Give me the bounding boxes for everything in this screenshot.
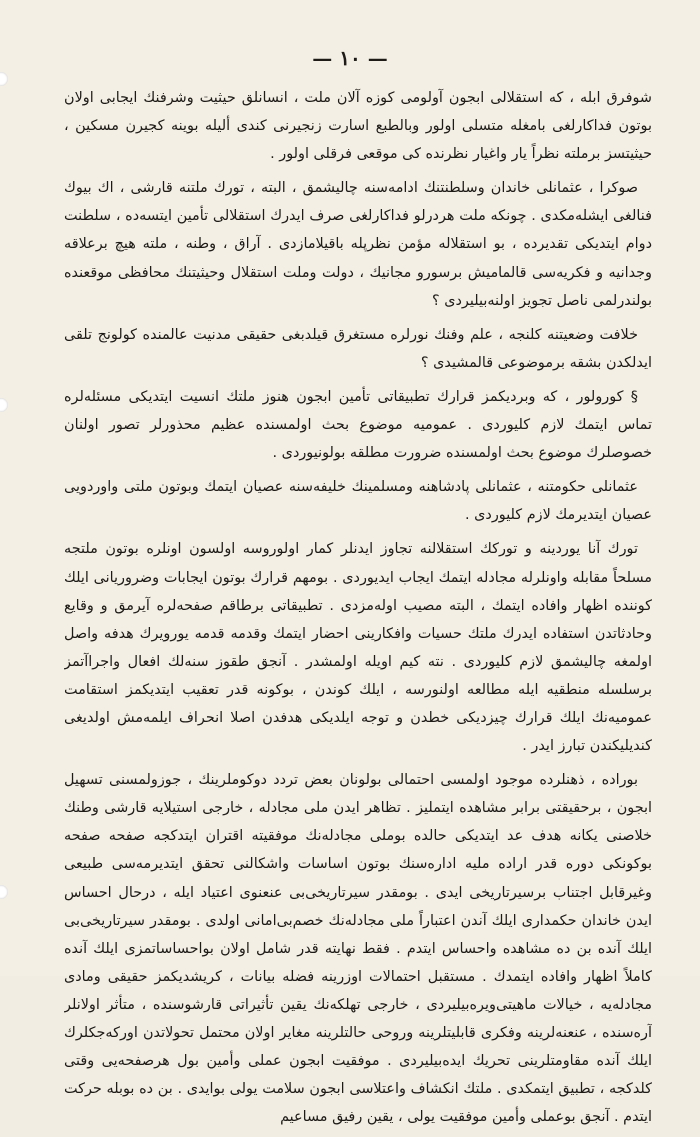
paragraph: § كورولور ، كه وبرديكمز قرارك تطبيقاتی تأمين ابجون هنوز ملتك انسيت ايتديكی مسئله‌لره تماس ايتمك لازم كليوردی . عموميه موضوع بحث اولمسنده عظيم محذورلر تصور اولنان خصوصلرك موضوع بحث اولمسنده ضرورت مطلقه بولونيوردی .: [64, 388, 652, 462]
body-text: [64, 84, 652, 1137]
punch-hole: [0, 885, 8, 899]
paragraph: شوفرق ابله ، كه استقلالی ابجون آولومی كوزه آلان ملت ، انسانلق حيثيت وشرفنك ايجابی اولان بوتون فداكارلغی بامغله متسلی اولور وبالطبع اسارت زنجيرنی كندی أليله بوينه كجيرن مسكين ، حيثيتسز برملته نظراً يار واغيار نظرنده كی موقعی فرقلی اولور .: [64, 90, 652, 163]
paragraph: تورك آنا يوردينه و توركك استقلالنه تجاوز ايدنلر كمار اولوروسه اولسون اونلره بوتون ملتجه مسلحاً مقابله واونلرله مجادله ايتمك ايجاب ايديوردی . بومهم قرارك بوتون ايجابات وضروريانی ايلك كوننده اظهار وافاده ايتمك ، البته مصيب اوله‌مزدی . تطبيقاتی برطاقم صفحه‌لره آيرمق و وقايع وحادثاتدن استفاده ايدرك ملتك حسيات وافكارينی احضار ايتمك وقدمه قدمه يورويرك هدفه واصل اولمغه چاليشمق لازم كليوردی . نته كيم اويله اولمشدر . آنجق طقوز سنه‌لك افعال واجراآتمز برسلسله منطقيه ايله مطالعه اولنورسه ، ايلك كوندن ، بوكونه قدر تعقيب ايتديكمز استقامت عموميه‌نك ايلك قرارك چيزديكی خطدن و توجه ايلديكی هدفدن اصلا انحراف ايلمه‌مش اولديغی كنديليكندن تبارز ايدر .: [64, 541, 652, 755]
paragraph: بوراده ، ذهنلرده موجود اولمسی احتمالی بولونان بعض تردد دوكوملرينك ، جوزولمسنی تسهيل ابجون ، برحقيقتی برابر مشاهده ايتمليز . تظاهر ايدن ملی مجادله ، خارجی استيلايه قارشی وطنك خلاصنی يكانه هدف عد ايتديكی حالده بوملی مجادله‌نك موفقيته اقتران ايتدكجه صفحه صفحه بوكونكی دوره قدر اراده ملیه اداره‌سنك بوتون اساسات واشكالنی تحقق ايتديرمه‌سی طبيعی وغيرقابل اجتناب برسيرتاريخی ايدی . بومقدر سيرتاريخی‌بی عنعنوی اعتياد ايله ، درحال احساس ايدن خاندان حكمداری ايلك آندن اعتباراً ملی مجادله‌نك خصم‌بی‌امانی اولدی . بومقدر سيرتاريخی‌بی ايلك آنده بن ده مشاهده واحساس ايتدم . فقط نهايته قدر شامل اولان بواحساساتمزی ايلك آنده كاملاً اظهار وافاده ايتمدك . مستقبل احتمالات اوزرينه فضله بيانات ، كريشديكمز حقيقی ومادی مجادله‌يه ، خيالات ماهيتی‌ويره‌بيليردی ، خارجی تهلكه‌نك يقين تأثيراتی قارشوسنده ، متأثر اولانلر آره‌سنده ، عنعنه‌لرينه وفكری قابليتلرينه وروحی حالتلرينه مغاير اولان محتمل تحولاتدن اوركه‌جكلرك ايلك آنده مقاومتلرينی تحريك ايده‌بيليردی . موفقيت ابجون عملی وأمين بول هرصفحه‌يی وقتی كلدكجه ، تطبيق ايتمكدی . ملتك انكشاف واعتلاسی ابجون سلامت يولی بوايدی . بن ده بوبله حركت ايتدم . آنجق بوعملی وأمين موفقيت يولی ، يقين رفيق مساعيم: [64, 772, 652, 1126]
paragraph: خلافت وضعيتنه كلنجه ، علم وفنك نورلره مستغرق قيلدبغی حقيقی مدنيت عالمنده كولونج تلقی ايدلكدن بشقه برموضوعی قالمشيدی ؟: [64, 326, 652, 371]
punch-hole: [0, 72, 8, 86]
paragraph: صوكرا ، عثمانلی خاندان وسلطنتنك ادامه‌سنه چالیشمق ، البته ، تورك ملتنه قارشی ، اك بيوك فنالغی ايشله‌مكدی . چونكه ملت هردرلو فداكارلغی صرف ايدرك استقلالی تأمين ايتسه‌ده ، سلطنت دوام ايتديكی تقديرده ، بو استقلاله مؤمن نظرپله باقيلامازدی . آراق ، وطنه ، ملته هيچ برعلاقه وجدانيه و فكريه‌سی قالماميش برسورو مجانيك ، دولت وملت استقلال وحيثيتنك محافظی موقعنده بولندرلمی ناصل تجويز اولنه‌بيليردی ؟: [64, 180, 652, 309]
paragraph: عثمانلی حكومتنه ، عثمانلی پادشاهنه ومسلمينك خليفه‌سنه عصيان ايتمك وبوتون ملتی واوردويی عصيان ايتديرمك لازم كليوردی .: [64, 479, 652, 524]
page-number: — ١٠ —: [312, 46, 388, 70]
punch-hole: [0, 398, 8, 412]
